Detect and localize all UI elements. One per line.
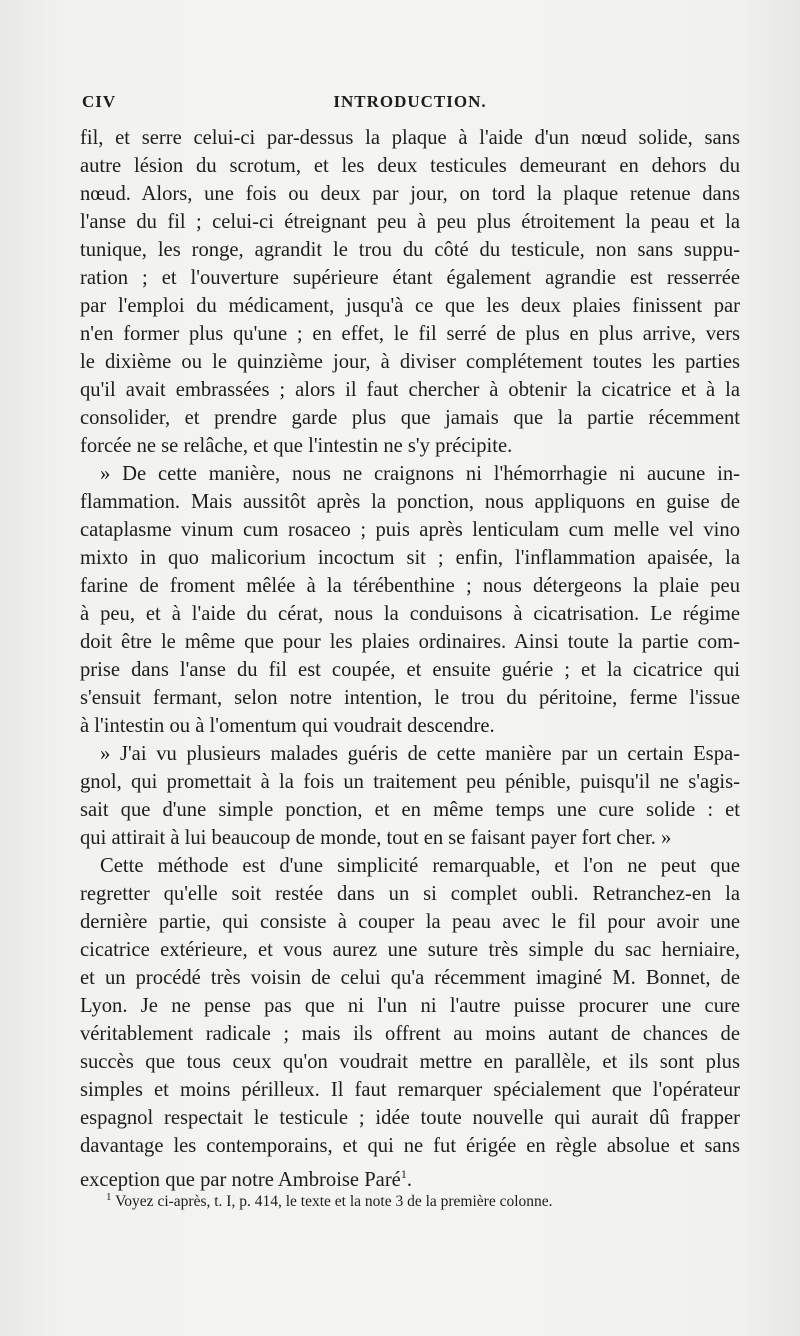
body-text <box>80 124 740 1191</box>
text-line <box>80 824 740 852</box>
text-line <box>80 1076 740 1104</box>
text-line-content: flammation. Mais aussitôt après la ponction, nous appliquons en guise de <box>80 491 740 513</box>
text-line-content: simples et moins périlleux. Il faut remarquer spécialement que l'opérateur <box>80 1079 740 1101</box>
text-line <box>80 1160 740 1191</box>
text-line-content: consolider, et prendre garde plus que jamais que la partie récemment <box>80 407 740 429</box>
text-line <box>80 796 740 824</box>
text-line <box>80 992 740 1020</box>
text-line <box>80 684 740 712</box>
text-line-content: prise dans l'anse du fil est coupée, et ensuite guérie ; et la cicatrice qui <box>80 659 740 681</box>
text-line <box>80 628 740 656</box>
text-line-content: nœud. Alors, une fois ou deux par jour, on tord la plaque retenue dans <box>80 183 740 205</box>
text-line-content: n'en former plus qu'une ; en effet, le fil serré de plus en plus arrive, vers <box>80 323 740 345</box>
text-line-content: et un procédé très voisin de celui qu'a récemment imaginé M. Bonnet, de <box>80 967 740 989</box>
text-line <box>80 572 740 600</box>
text-line-content: doit être le même que pour les plaies ordinaires. Ainsi toute la partie com- <box>80 631 740 653</box>
text-line <box>80 740 740 768</box>
text-line-content: fil, et serre celui-ci par-dessus la plaque à l'aide d'un nœud solide, sans <box>80 127 740 149</box>
text-line <box>80 936 740 964</box>
text-line <box>80 600 740 628</box>
text-line <box>80 1104 740 1132</box>
text-line-content: davantage les contemporains, et qui ne fut érigée en règle absolue et sans <box>80 1135 740 1157</box>
text-line-content: farine de froment mêlée à la térébenthine ; nous détergeons la plaie peu <box>80 575 740 597</box>
text-line <box>80 460 740 488</box>
text-line <box>80 964 740 992</box>
text-line-content: regretter qu'elle soit restée dans un si complet oubli. Retranchez-en la <box>80 883 740 905</box>
text-line <box>80 208 740 236</box>
text-line-content: » J'ai vu plusieurs malades guéris de cette manière par un certain Espa- <box>100 743 740 765</box>
text-line <box>80 1132 740 1160</box>
text-line <box>80 124 740 152</box>
text-line <box>80 320 740 348</box>
text-line-content: autre lésion du scrotum, et les deux testicules demeurant en dehors du <box>80 155 740 177</box>
text-line <box>80 180 740 208</box>
text-line-content: cataplasme vinum cum rosaceo ; puis après lenticulam cum melle vel vino <box>80 519 740 541</box>
text-line-content: sait que d'une simple ponction, et en même temps une cure solide : et <box>80 799 740 821</box>
text-line-content: succès que tous ceux qu'on voudrait mettre en parallèle, et ils sont plus <box>80 1051 740 1073</box>
footnote-reference: 1 <box>400 1167 407 1181</box>
text-line-content: s'ensuit fermant, selon notre intention, le trou du péritoine, ferme l'issue <box>80 687 740 709</box>
text-line <box>80 404 740 432</box>
text-line <box>80 852 740 880</box>
page-header <box>80 92 740 116</box>
text-line <box>80 292 740 320</box>
text-line-content: ration ; et l'ouverture supérieure étant également agrandie est resserrée <box>80 267 740 289</box>
text-line <box>80 768 740 796</box>
footnote <box>80 1187 740 1212</box>
line-tail: . <box>406 1168 412 1191</box>
text-line-content: qu'il avait embrassées ; alors il faut chercher à obtenir la cicatrice et à la <box>80 379 740 401</box>
text-line <box>80 264 740 292</box>
text-line <box>80 908 740 936</box>
text-line-content: dernière partie, qui consiste à couper la peau avec le fil pour avoir une <box>80 911 740 933</box>
text-line-content: espagnol respectait le testicule ; idée toute nouvelle qui aurait dû frapper <box>80 1107 740 1129</box>
text-line-content: Lyon. Je ne pense pas que ni l'un ni l'autre puisse procurer une cure <box>80 995 740 1017</box>
footnote-mark: 1 <box>106 1191 112 1203</box>
running-title: INTRODUCTION. <box>333 92 487 111</box>
text-line-content: véritablement radicale ; mais ils offrent au moins autant de chances de <box>80 1023 740 1045</box>
text-line <box>80 712 740 740</box>
text-line-content: l'anse du fil ; celui-ci étreignant peu à peu plus étroitement la peau et la <box>80 211 740 233</box>
text-line-content: qui attirait à lui beaucoup de monde, tout en se faisant payer fort cher. » <box>80 827 672 849</box>
text-line <box>80 1020 740 1048</box>
page-number: CIV <box>82 92 117 111</box>
text-line-content: forcée ne se relâche, et que l'intestin ne s'y précipite. <box>80 435 513 457</box>
text-line <box>80 348 740 376</box>
text-line <box>80 880 740 908</box>
text-line <box>80 1048 740 1076</box>
text-line <box>80 488 740 516</box>
text-line-content: à peu, et à l'aide du cérat, nous la conduisons à cicatrisation. Le régime <box>80 603 740 625</box>
text-line <box>80 544 740 572</box>
text-line-content: par l'emploi du médicament, jusqu'à ce que les deux plaies finissent par <box>80 295 740 317</box>
text-line <box>80 152 740 180</box>
text-line <box>80 432 740 460</box>
text-line-content: le dixième ou le quinzième jour, à diviser complétement toutes les parties <box>80 351 740 373</box>
text-line-content: à l'intestin ou à l'omentum qui voudrait descendre. <box>80 715 495 737</box>
text-line-content: » De cette manière, nous ne craignons ni l'hémorrhagie ni aucune in- <box>100 463 740 485</box>
text-line <box>80 236 740 264</box>
text-line <box>80 376 740 404</box>
text-line-content: cicatrice extérieure, et vous aurez une suture très simple du sac herniaire, <box>80 939 740 961</box>
text-line-content: gnol, qui promettait à la fois un traitement peu pénible, puisqu'il ne s'agis- <box>80 771 740 793</box>
text-line-content: mixto in quo malicorium incoctum sit ; enfin, l'inflammation apaisée, la <box>80 547 740 569</box>
text-line <box>80 656 740 684</box>
text-line <box>80 516 740 544</box>
footnote-text: Voyez ci-après, t. I, p. 414, le texte et la note 3 de la première colonne. <box>115 1193 553 1211</box>
text-line-content: exception que par notre Ambroise Paré <box>80 1168 401 1191</box>
text-line-content: Cette méthode est d'une simplicité remarquable, et l'on ne peut que <box>100 855 740 877</box>
text-line-content: tunique, les ronge, agrandit le trou du côté du testicule, non sans suppu- <box>80 239 740 261</box>
